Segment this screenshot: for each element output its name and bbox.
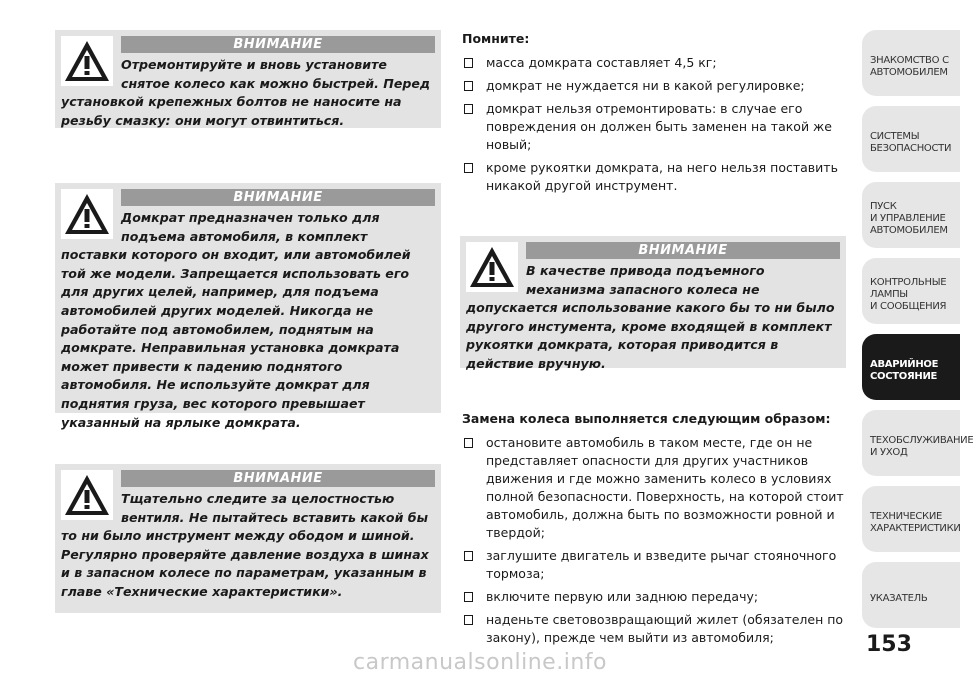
warning-text: Тщательно следите за целостностью вентиля. Не пытайтесь вставить какой бы то ни было инструмент между ободом и шиной. Регулярно проверяйте давление воздуха в шинах и в запасном колесе по параметрам, указанным в главе «Технические характеристики». (61, 491, 429, 599)
list-item: домкрат не нуждается ни в какой регулировке; (462, 77, 852, 95)
checkbox-bullet-icon (464, 58, 473, 68)
checkbox-bullet-icon (464, 438, 473, 448)
warning-box-4 (460, 236, 846, 371)
tab-technical-specs[interactable]: ТЕХНИЧЕСКИЕ ХАРАКТЕРИСТИКИ (862, 486, 960, 552)
remember-section (462, 30, 852, 200)
warning-title: ВНИМАНИЕ (121, 189, 435, 206)
warning-box-3 (55, 464, 441, 613)
checkbox-bullet-icon (464, 551, 473, 561)
checkbox-bullet-icon (464, 81, 473, 91)
tab-emergency[interactable]: АВАРИЙНОЕ СОСТОЯНИЕ (862, 334, 960, 400)
tab-maintenance[interactable]: ТЕХОБСЛУЖИВАНИЕ И УХОД (862, 410, 960, 476)
procedure-section (462, 410, 852, 652)
warning-title: ВНИМАНИЕ (121, 36, 435, 53)
list-item: наденьте световозвращающий жилет (обязателен по закону), прежде чем выйти из автомобиля; (462, 611, 852, 647)
warning-text: В качестве привода подъемного механизма запасного колеса не допускается использование какого бы то ни было другого инстумента, кроме входящей в комплект рукоятки домкрата, которая приводится в действие вручную. (466, 263, 835, 371)
list-item: заглушите двигатель и взведите рычаг стояночного тормоза; (462, 547, 852, 583)
list-item: домкрат нельзя отремонтировать: в случае его повреждения он должен быть заменен на такой же новый; (462, 100, 852, 154)
page-number: 153 (866, 632, 912, 657)
watermark: carmanualsonline.info (353, 650, 607, 675)
warning-text: Отремонтируйте и вновь установите снятое колесо как можно быстрей. Перед установкой крепежных болтов не наносите на резьбу смазку: они могут отвинтиться. (61, 57, 431, 128)
remember-heading: Помните: (462, 31, 530, 46)
checkbox-bullet-icon (464, 104, 473, 114)
tab-getting-to-know[interactable]: ЗНАКОМСТВО С АВТОМОБИЛЕМ (862, 30, 960, 96)
tab-starting-driving[interactable]: ПУСК И УПРАВЛЕНИЕ АВТОМОБИЛЕМ (862, 182, 960, 248)
tab-safety-systems[interactable]: СИСТЕМЫ БЕЗОПАСНОСТИ (862, 106, 960, 172)
warning-box-2 (55, 183, 441, 430)
list-item: кроме рукоятки домкрата, на него нельзя поставить никакой другой инструмент. (462, 159, 852, 195)
warning-title: ВНИМАНИЕ (526, 242, 840, 259)
tab-index[interactable]: УКАЗАТЕЛЬ (862, 562, 960, 628)
tab-warning-lights[interactable]: КОНТРОЛЬНЫЕ ЛАМПЫ И СООБЩЕНИЯ (862, 258, 960, 324)
warning-box-1 (55, 30, 441, 128)
list-item: включите первую или заднюю передачу; (462, 588, 852, 606)
checkbox-bullet-icon (464, 163, 473, 173)
warning-text: Домкрат предназначен только для подъема автомобиля, в комплект поставки которого он входит, или автомобилей той же модели. Запрещается использовать его для других целей, например, для подъема автомобилей других моделей. Никогда не работайте под автомобилем, поднятым на домкрате. Неправильная установка домкрата может привести к падению поднятого автомобиля. Не используйте домкрат для поднятия груза, вес которого превышает указанный на ярлыке домкрата. (61, 210, 411, 430)
checkbox-bullet-icon (464, 615, 473, 625)
list-item: масса домкрата составляет 4,5 кг; (462, 54, 852, 72)
checkbox-bullet-icon (464, 592, 473, 602)
procedure-heading: Замена колеса выполняется следующим образом: (462, 411, 831, 426)
warning-title: ВНИМАНИЕ (121, 470, 435, 487)
list-item: остановите автомобиль в таком месте, где он не представляет опасности для других участников движения и где можно заменить колесо в условиях полной безопасности. Поверхность, на которой стоит автомобиль, должна быть по возможности ровной и твердой; (462, 434, 852, 542)
